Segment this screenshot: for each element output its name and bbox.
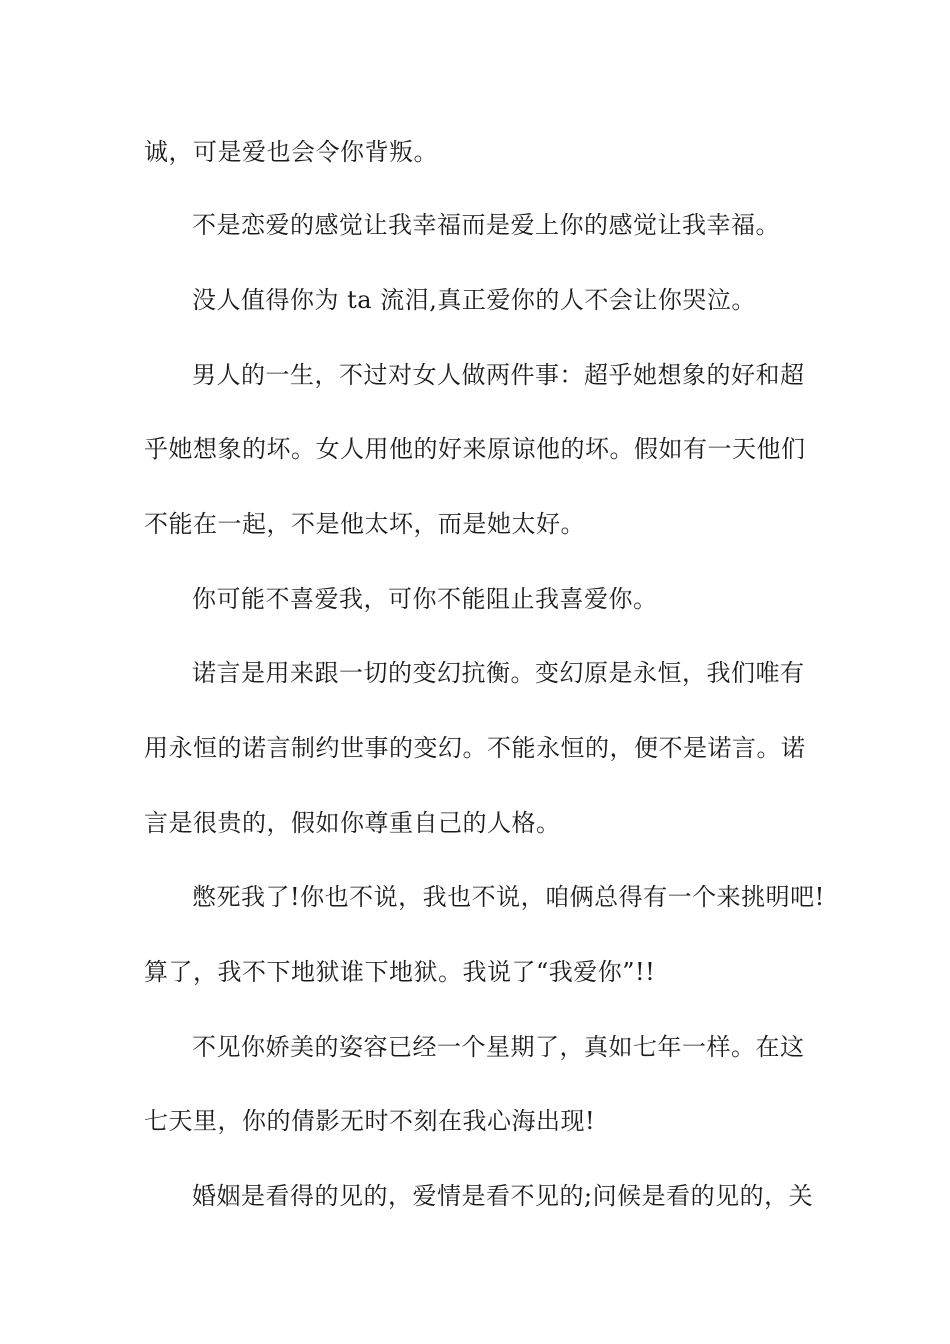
- text-line: 诚，可是爱也会令你背叛。: [144, 138, 438, 166]
- text-line: 不能在一起，不是他太坏，而是她太好。: [144, 510, 585, 538]
- text-line: 算了，我不下地狱谁下地狱。我说了“我爱你”!!: [144, 958, 656, 986]
- paragraph-start: 憋死我了!你也不说，我也不说，咱俩总得有一个来挑明吧!: [192, 883, 825, 911]
- paragraph-start: 没人值得你为 ta 流泪,真正爱你的人不会让你哭泣。: [192, 286, 756, 314]
- text-line: 言是很贵的，假如你尊重自己的人格。: [144, 809, 561, 837]
- paragraph-start: 你可能不喜爱我，可你不能阻止我喜爱你。: [192, 585, 658, 613]
- text-line: 七天里，你的倩影无时不刻在我心海出现!: [144, 1107, 596, 1135]
- paragraph-start: 不见你娇美的姿容已经一个星期了，真如七年一样。在这: [192, 1033, 805, 1061]
- paragraph-start: 诺言是用来跟一切的变幻抗衡。变幻原是永恒，我们唯有: [192, 659, 805, 687]
- paragraph-start: 婚姻是看得的见的，爱情是看不见的;问候是看的见的，关: [192, 1182, 814, 1210]
- paragraph-start: 不是恋爱的感觉让我幸福而是爱上你的感觉让我幸福。: [192, 211, 780, 239]
- text-line: 用永恒的诺言制约世事的变幻。不能永恒的，便不是诺言。诺: [144, 734, 806, 762]
- text-line: 乎她想象的坏。女人用他的好来原谅他的坏。假如有一天他们: [144, 435, 806, 463]
- paragraph-start: 男人的一生，不过对女人做两件事：超乎她想象的好和超: [192, 361, 805, 389]
